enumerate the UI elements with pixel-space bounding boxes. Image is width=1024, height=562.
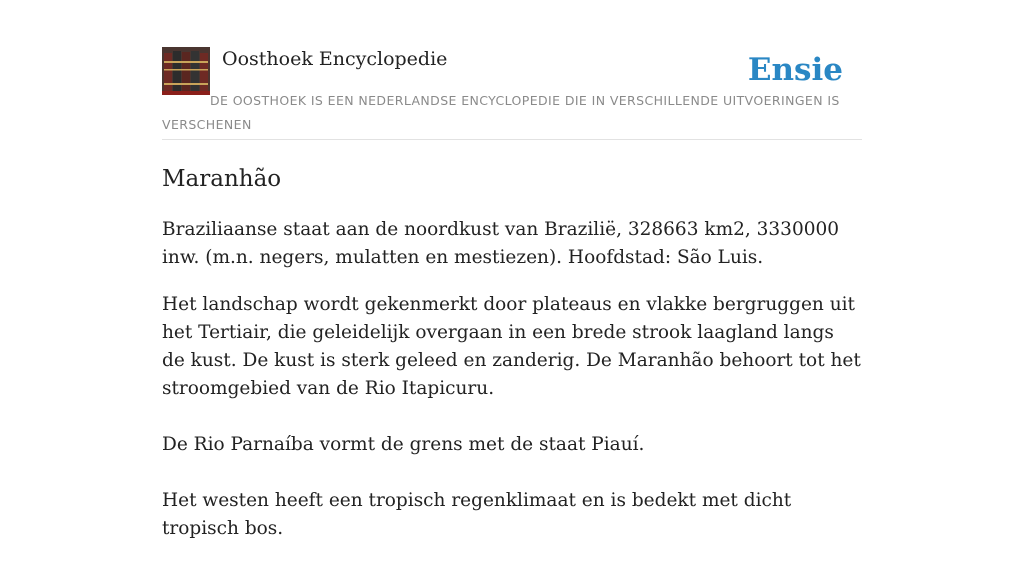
encyclopedia-avatar[interactable] [162, 47, 210, 95]
site-tagline: DE OOSTHOEK IS EEN NEDERLANDSE ENCYCLOPEDIE DIE IN VERSCHILLENDE UITVOERINGEN IS VERSCHENEN [162, 93, 840, 132]
brand-logo[interactable]: Ensie [747, 52, 843, 88]
site-title[interactable]: Oosthoek Encyclopedie [222, 48, 448, 70]
book-spines-icon [162, 47, 210, 95]
article-paragraph: De Rio Parnaíba vormt de grens met de staat Piauí. [162, 434, 645, 455]
article-paragraph: Het landschap wordt gekenmerkt door plateaus en vlakke bergruggen uit het Tertiair, die geleidelijk overgaan in een brede strook laagland langs de kust. De kust is sterk geleed en zanderig. De Maranhão behoort tot het stroomgebied van de Rio Itapicuru. [162, 294, 861, 399]
article-title: Maranhão [162, 166, 282, 192]
article-body [162, 216, 862, 562]
article-paragraph: Het westen heeft een tropisch regenklimaat en is bedekt met dicht tropisch bos. [162, 490, 792, 539]
article-paragraph: Braziliaanse staat aan de noordkust van Brazilië, 328663 km2, 3330000 inw. (m.n. negers, mulatten en mestiezen). Hoofdstad: São Luis. [162, 219, 840, 268]
header-divider [162, 139, 862, 140]
